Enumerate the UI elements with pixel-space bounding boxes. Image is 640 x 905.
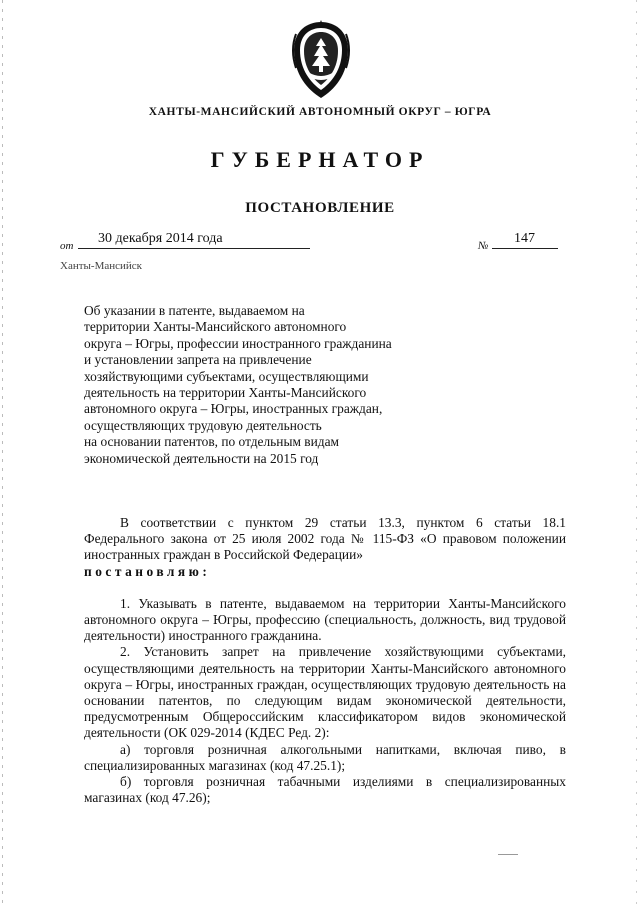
item-paragraph-2: 2. Установить запрет на привлечение хозяйствующими субъектами, осуществляющими деятельность на территории Ханты-Мансийского автономного округа – Югры, иностранных граждан, осуществляющих трудовую деятельность на основании патентов, по следующим видам экономической деятельности, предусмотренным Общероссийским классификатором видов экономической деятельности (ОК 029-2014 (КДЕС Ред. 2): — [84, 644, 566, 741]
scan-edge-left — [2, 0, 3, 905]
preamble-paragraph: В соответствии с пунктом 29 статьи 13.3, пунктом 6 статьи 18.1 Федерального закона от 25 июля 2002 года № 115-ФЗ «О правовом положении иностранных граждан в Российской Федерации» — [84, 515, 566, 563]
subject-line: территории Ханты-Мансийского автономного — [84, 319, 347, 335]
scan-edge-right — [636, 0, 637, 905]
subject-line: осуществляющих трудовую деятельность — [84, 417, 322, 433]
document-date: 30 декабря 2014 года — [98, 231, 223, 246]
subject-line: округа – Югры, профессии иностранного гражданина — [84, 335, 392, 351]
document-body — [84, 515, 566, 806]
coat-of-arms-emblem — [286, 20, 356, 100]
from-label: от — [60, 240, 74, 252]
item-paragraph-1: 1. Указывать в патенте, выдаваемом на территории Ханты-Мансийского автономного округа – Югры, профессию (специальность, должность, вид трудовой деятельности) иностранного гражданина. — [84, 595, 566, 644]
city-name: Ханты-Мансийск — [60, 260, 143, 272]
date-number-row — [60, 231, 560, 255]
item-subparagraph-b: б) торговля розничная табачными изделиями в специализированных магазинах (код 47.26); — [84, 774, 566, 806]
subject-line: автономного округа – Югры, иностранных граждан, — [84, 401, 383, 417]
region-name: ХАНТЫ-МАНСИЙСКИЙ АВТОНОМНЫЙ ОКРУГ – ЮГРА — [148, 106, 492, 118]
subject-line: экономической деятельности на 2015 год — [84, 450, 319, 466]
decree-word: постановляю: — [84, 563, 211, 579]
number-label: № — [478, 240, 489, 252]
item-subparagraph-a: а) торговля розничная алкогольными напитками, включая пиво, в специализированных магазинах (код 47.25.1); — [84, 741, 566, 773]
document-type-title: ПОСТАНОВЛЕНИЕ — [245, 200, 395, 216]
subject-line: Об указании в патенте, выдаваемом на — [84, 303, 305, 318]
subject-line: хозяйствующими субъектами, осуществляющими — [84, 368, 369, 384]
subject-line: и установлении запрета на привлечение — [84, 352, 312, 368]
authority-title: ГУБЕРНАТОР — [210, 147, 430, 172]
subject-line: на основании патентов, по отдельным видам — [84, 434, 339, 450]
number-underline — [492, 248, 558, 249]
footer-mark — [498, 854, 518, 855]
subject-line: деятельность на территории Ханты-Мансийского — [84, 385, 367, 401]
date-underline — [78, 248, 310, 249]
document-number: 147 — [514, 231, 535, 246]
subject-heading — [84, 303, 444, 467]
